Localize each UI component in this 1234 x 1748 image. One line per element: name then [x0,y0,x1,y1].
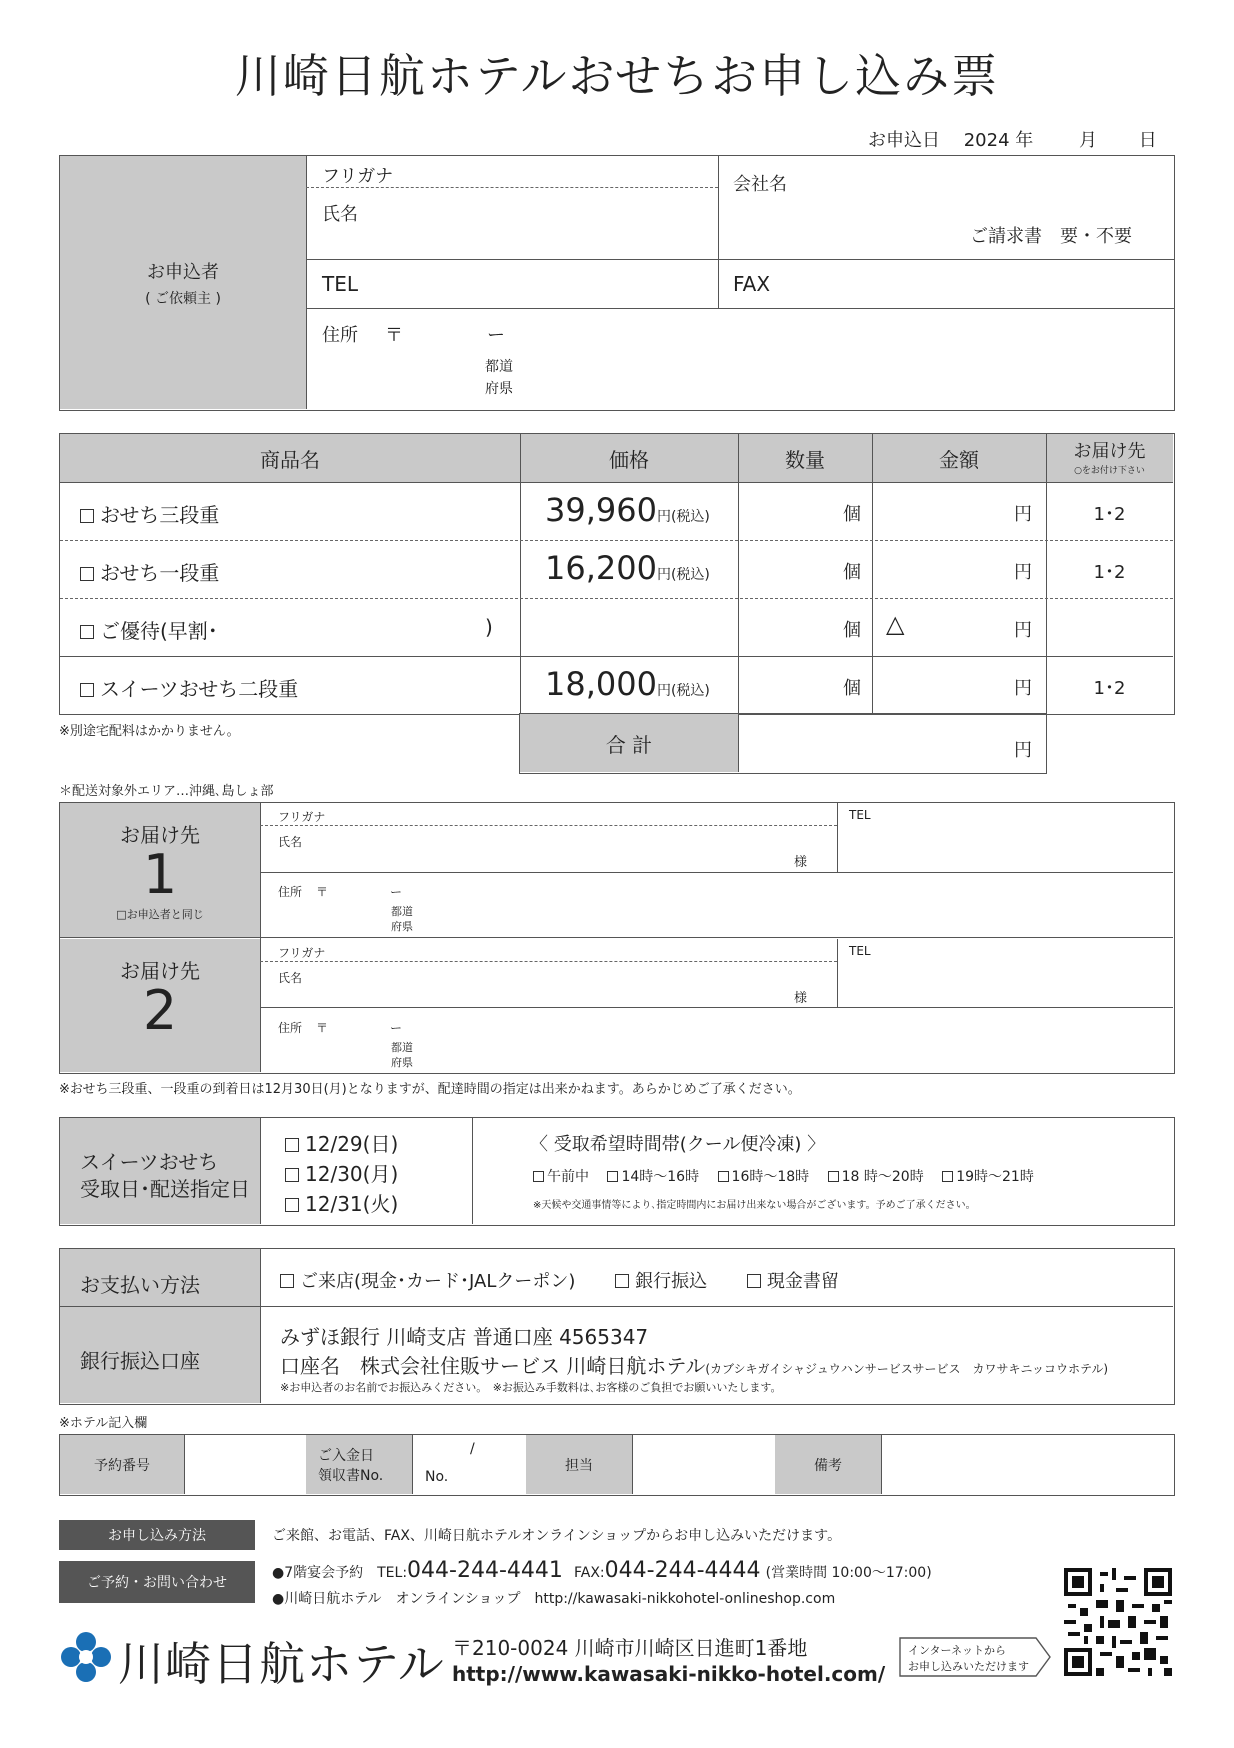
price-unit: 円(税込) [656,567,710,583]
checkbox[interactable] [533,1171,544,1182]
price-value: 16,200 [545,549,657,587]
time-label: 14時～16時 [621,1169,700,1185]
bank-account-name: 口座名 株式会社住販サービス 川崎日航ホテル [280,1354,706,1378]
delivery-2-number: 2 [142,979,178,1042]
applicant-section [59,155,1175,411]
receipt-no: No. [425,1469,449,1485]
postal-dash: ー [487,325,505,346]
product-row-sweets[interactable] [80,673,298,702]
payment-options [280,1267,839,1293]
delivery-2-label-cell [60,939,260,1072]
applicant-fax: FAX [733,272,771,296]
hotel-logo-icon [59,1630,113,1684]
checkbox[interactable] [747,1274,761,1288]
checkbox[interactable] [285,1198,299,1212]
qty-unit: 個 [843,562,861,583]
contact-prefix: ●7階宴会予約 TEL: [272,1565,408,1581]
applicant-tel: TEL [322,272,358,296]
shipping-note: ※別途宅配料はかかりません。 [59,724,240,739]
delivery-2-tel: TEL [849,944,871,958]
bank-account-label: 銀行振込口座 [80,1349,200,1373]
time-option[interactable] [718,1169,810,1185]
time-option[interactable] [533,1169,589,1185]
sweets-label-2: 受取日･配送指定日 [80,1177,250,1201]
checkbox[interactable] [285,1168,299,1182]
total-unit: 円 [1014,740,1032,761]
delivery-1-furigana: フリガナ [278,810,326,824]
delivery-2-furigana: フリガナ [278,946,326,960]
receipt-number-label: 領収書No. [318,1468,384,1484]
header-product-name: 商品名 [260,447,320,472]
payment-option-store[interactable] [280,1271,575,1292]
applicant-label-cell [60,156,306,409]
header-price: 価格 [609,447,649,472]
time-band-title: 〈 受取希望時間帯(クール便冷凍) 〉 [530,1134,826,1155]
bank-info-line2 [280,1350,1108,1379]
product-price [545,549,710,587]
time-option[interactable] [942,1169,1034,1185]
time-label: 18 時～20時 [841,1169,924,1185]
applicant-address: 住所 [322,325,358,346]
bank-note: ※お申込者のお名前でお振込みください。 ※お振込み手数料は､お客様のご負担でお願いいたします。 [280,1381,782,1394]
header-quantity: 数量 [785,447,825,472]
sweets-label-1: スイーツおせち [80,1150,219,1174]
applicant-sublabel: ( ご依頼主 ) [145,290,221,307]
apply-date-year: 2024 [963,130,1010,151]
time-label: 16時～18時 [731,1169,810,1185]
delivery-1-tel: TEL [849,808,871,822]
option-label: 現金書留 [766,1271,839,1292]
price-value: 18,000 [545,665,657,703]
product-name: おせち一段重 [100,561,220,585]
delivery-2-pref2: 府県 [391,1056,413,1069]
arrival-footnote: ※おせち三段重、一段重の到着日は12月30日(月)となりますが、配達時間の指定は出来かねます。あらかじめご了承ください。 [59,1082,801,1097]
delivery-1-postal-dash: ー [390,885,403,899]
checkbox[interactable] [80,509,94,523]
sweets-section [59,1117,1175,1226]
checkbox[interactable] [80,567,94,581]
time-option[interactable] [828,1169,924,1185]
delivery-1-label: お届け先 [120,823,200,847]
delivery-1-pref1: 都道 [391,905,413,918]
checkbox[interactable] [280,1274,294,1288]
total-box [519,713,1047,774]
time-options [533,1166,1034,1186]
delivery-2-postal-dash: ー [390,1021,403,1035]
amount-unit: 円 [1014,562,1032,583]
time-label: 19時～21時 [956,1169,1034,1185]
amount-unit: 円 [1014,678,1032,699]
method-label: お申し込み方法 [59,1520,255,1550]
prefecture-1: 都道 [485,359,513,375]
applicant-company: 会社名 [733,174,787,195]
checkbox[interactable] [80,625,94,639]
product-close-paren: ) [485,615,493,639]
apply-date-month-unit: 月 [1079,130,1098,151]
price-unit: 円(税込) [656,683,710,699]
delivery-1-sama: 様 [794,855,808,870]
date-option-1230[interactable] [285,1158,398,1187]
delivery-1-number: 1 [142,843,178,906]
date-option-1229[interactable] [285,1128,398,1157]
product-name: ご優待(早割･ [100,619,218,643]
header-destination-label: お届け先 [1073,441,1146,462]
payment-section [59,1248,1175,1405]
delivery-area-note: ＊配送対象外エリア…沖縄､島しょ部 [59,784,274,799]
bank-account-kana: (カブシキガイシャジュウハンサービスサービス カワサキニッコウホテル) [705,1362,1109,1376]
delivery-section [59,802,1175,1074]
checkbox[interactable] [607,1171,618,1182]
date-option-1231[interactable] [285,1188,398,1217]
deposit-label-cell [306,1435,412,1494]
dest-option[interactable]: 1･2 [1093,678,1126,699]
qr-code-icon[interactable] [1064,1568,1172,1676]
product-row-osechi-3[interactable] [80,499,219,528]
reservation-number-label: 予約番号 [60,1435,184,1494]
page-title: 川崎日航ホテルおせちお申し込み票 [234,49,1000,103]
applicant-label: お申込者 [147,261,219,283]
prefecture-2: 府県 [485,381,513,397]
hotel-address: 〒210-0024 川崎市川崎区日進町1番地 [452,1636,808,1660]
apply-date-year-unit: 年 [1015,130,1034,151]
time-option[interactable] [607,1169,699,1185]
product-name: おせち三段重 [100,503,220,527]
hotel-use-note: ※ホテル記入欄 [59,1416,148,1431]
checkbox[interactable] [828,1171,839,1182]
product-price [545,665,710,703]
dest-option[interactable]: 1･2 [1093,562,1126,583]
hotel-logo-text: 川崎日航ホテル [118,1637,445,1691]
same-as-applicant-checkbox[interactable]: □お申込者と同じ [116,908,204,921]
date-label: 12/29(日) [305,1132,399,1156]
amount-unit: 円 [1014,620,1032,641]
contact-fax: 044-244-4444 [604,1558,761,1583]
invoice-required[interactable]: ご請求書 要・不要 [970,226,1132,247]
delivery-1-label-cell [60,803,260,937]
option-label: ご来店(現金･カード･JALクーポン) [300,1271,576,1292]
staff-label: 担当 [526,1435,632,1494]
contact-line2[interactable]: ●川崎日航ホテル オンラインショップ http://kawasaki-nikkohotel-onlineshop.com [272,1591,836,1607]
dest-option[interactable]: 1･2 [1093,504,1126,525]
hotel-use-table [59,1434,1175,1496]
time-note: ※天候や交通事情等により､指定時間内にお届け出来ない場合がございます。予めご了承ください。 [533,1200,976,1211]
product-row-osechi-1[interactable] [80,557,219,586]
contact-tel[interactable]: 044-244-4441 [407,1558,563,1583]
internet-text-1: インターネットから [908,1644,1007,1657]
time-label: 午前中 [547,1169,589,1185]
delivery-2-name: 氏名 [278,971,303,985]
deposit-date-label: ご入金日 [318,1448,374,1464]
checkbox[interactable] [942,1171,953,1182]
amount-unit: 円 [1014,504,1032,525]
product-price [545,491,710,529]
date-label: 12/30(月) [305,1162,399,1186]
checkbox[interactable] [80,683,94,697]
checkbox[interactable] [285,1138,299,1152]
applicant-furigana: フリガナ [322,166,394,187]
product-name: スイーツおせち二段重 [100,677,299,701]
payment-option-registered-mail[interactable] [747,1271,839,1292]
qty-unit: 個 [843,620,861,641]
header-amount: 金額 [939,447,979,472]
delivery-1-address: 住所 [278,885,303,899]
sweets-label-cell [60,1118,260,1224]
postal-mark: 〒 [385,325,403,346]
delivery-2-sama: 様 [794,991,808,1006]
date-slash: / [470,1441,475,1457]
delivery-2-pref1: 都道 [391,1041,413,1054]
option-label: 銀行振込 [635,1271,708,1292]
applicant-name: 氏名 [322,204,358,225]
payment-method-label: お支払い方法 [80,1273,200,1297]
hotel-url[interactable]: http://www.kawasaki-nikko-hotel.com/ [452,1662,886,1686]
delivery-1-name: 氏名 [278,835,303,849]
header-destination-note: ○をお付け下さい [1074,466,1145,476]
internet-text-2: お申し込みいただけます [908,1660,1029,1673]
qty-unit: 個 [843,678,861,699]
header-destination [1046,437,1173,476]
delivery-2-label: お届け先 [120,959,200,983]
checkbox[interactable] [718,1171,729,1182]
method-text: ご来館、お電話、FAX、川崎日航ホテルオンラインショップからお申し込みいただけます。 [272,1528,842,1544]
delivery-2-postal-mark: 〒 [316,1021,329,1035]
products-table [59,433,1175,715]
delivery-1-postal-mark: 〒 [316,885,329,899]
apply-date-label: お申込日 [868,130,940,151]
qty-unit: 個 [843,504,861,525]
checkbox[interactable] [615,1274,629,1288]
date-label: 12/31(火) [305,1192,399,1216]
apply-date-day-unit: 日 [1138,130,1157,151]
payment-option-bank[interactable] [615,1271,707,1292]
total-label: 合 計 [520,714,738,772]
apply-date [868,126,1188,152]
triangle-icon: △ [886,610,905,638]
product-row-early-discount[interactable] [80,615,218,644]
internet-callout [896,1634,1054,1680]
delivery-1-pref2: 府県 [391,920,413,933]
bank-info-line1: みずほ銀行 川崎支店 普通口座 4565347 [280,1325,649,1349]
delivery-2-address: 住所 [278,1021,303,1035]
price-unit: 円(税込) [656,509,710,525]
price-value: 39,960 [545,491,657,529]
remarks-label: 備考 [775,1435,881,1494]
contact-fax-prefix: FAX: [574,1565,605,1581]
contact-label: ご予約・お問い合わせ [59,1561,255,1603]
contact-hours: (営業時間 10:00～17:00) [765,1565,932,1581]
contact-line1 [272,1558,932,1583]
